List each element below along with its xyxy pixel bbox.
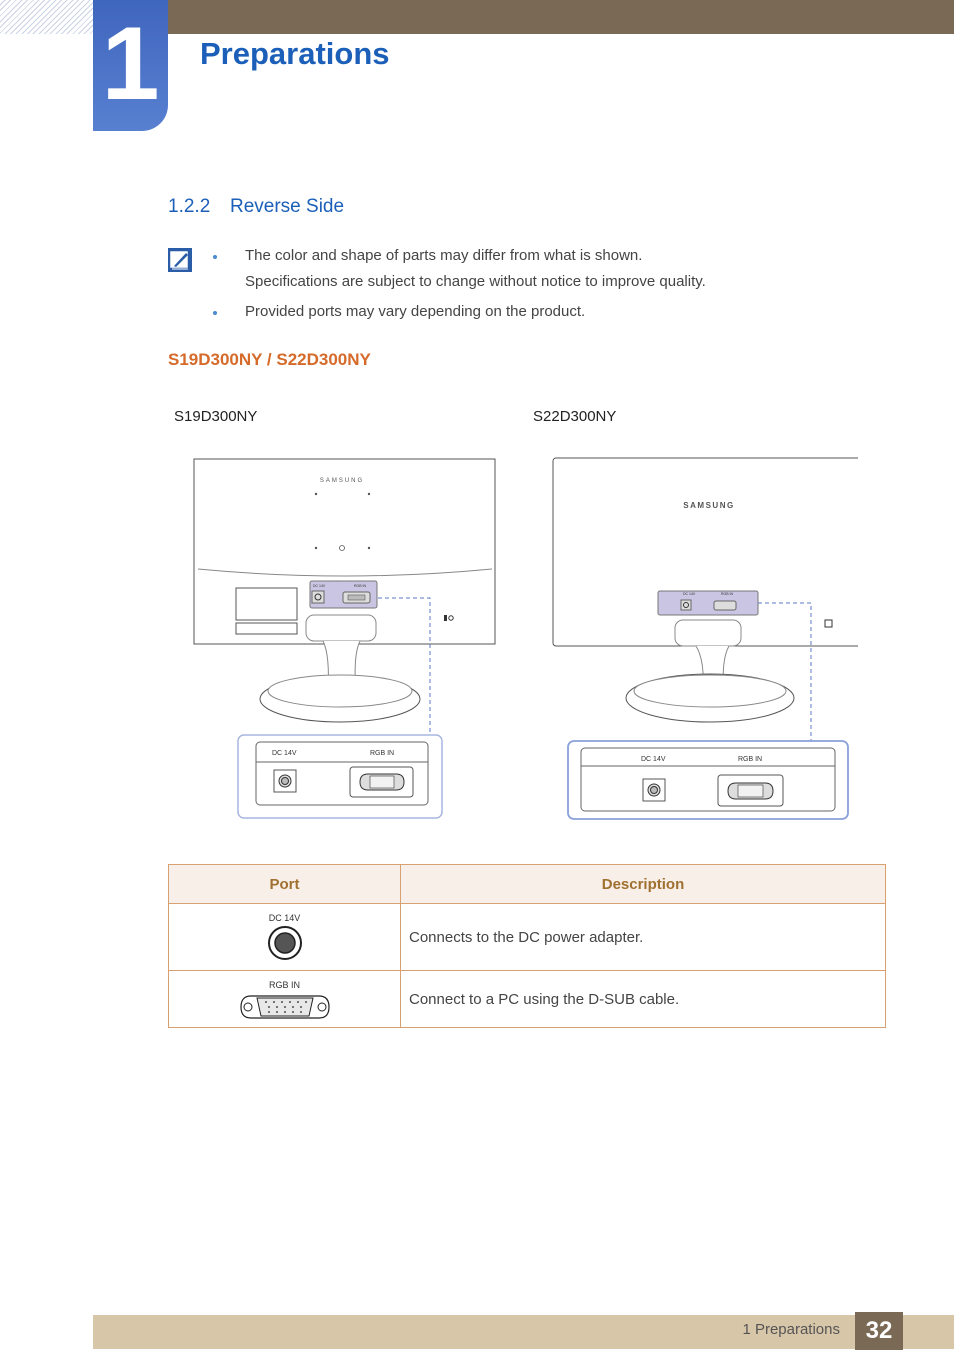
- note-text-1-continuation: Specifications are subject to change without notice to improve quality.: [245, 273, 706, 290]
- footer-chapter-link: 1 Preparations: [742, 1321, 840, 1338]
- svg-text:DC 14V: DC 14V: [641, 756, 666, 763]
- svg-text:RGB IN: RGB IN: [721, 592, 734, 596]
- svg-text:DC 14V: DC 14V: [313, 584, 326, 588]
- model-label-s22: S22D300NY: [533, 408, 617, 425]
- section-number: 1.2.2: [168, 196, 211, 217]
- svg-text:RGB IN: RGB IN: [354, 584, 367, 588]
- header-hatch: [0, 0, 93, 34]
- svg-text:DC 14V: DC 14V: [683, 592, 696, 596]
- note-icon: [168, 248, 192, 272]
- table-header-port: Port: [169, 865, 401, 904]
- monitor-diagram-s22: [548, 455, 858, 825]
- model-label-s19: S19D300NY: [174, 408, 258, 425]
- model-subheading: S19D300NY / S22D300NY: [168, 350, 371, 369]
- svg-text:DC 14V: DC 14V: [272, 750, 297, 757]
- port-table: [168, 864, 886, 1028]
- brand-logo-s22: SAMSUNG: [683, 501, 735, 510]
- port-cell-rgb: [169, 971, 401, 1028]
- section-heading: [168, 196, 344, 218]
- table-row: [169, 971, 886, 1028]
- page-number: 32: [855, 1312, 903, 1350]
- dc-port-icon: [267, 925, 303, 961]
- svg-text:RGB IN: RGB IN: [370, 750, 395, 757]
- table-header-description: Description: [401, 865, 886, 904]
- table-row: [169, 904, 886, 971]
- port-cell-dc: [169, 904, 401, 971]
- chapter-number-tab: 1: [93, 0, 168, 131]
- note-text-2: Provided ports may vary depending on the product.: [245, 303, 586, 320]
- port-label-rgb: RGB IN: [268, 980, 300, 990]
- note-text-1: The color and shape of parts may differ from what is shown.: [245, 247, 643, 264]
- port-label-dc: DC 14V: [268, 913, 301, 923]
- description-cell-rgb: Connect to a PC using the D-SUB cable.: [401, 971, 886, 1028]
- monitor-diagram-s19: [190, 455, 510, 825]
- chapter-title: Preparations: [200, 36, 390, 71]
- description-cell-dc: Connects to the DC power adapter.: [401, 904, 886, 971]
- dsub-port-icon: [233, 992, 337, 1022]
- table-header-row: [169, 865, 886, 904]
- header-bar: [168, 0, 954, 34]
- svg-text:RGB IN: RGB IN: [738, 756, 763, 763]
- brand-logo-s19: SAMSUNG: [319, 478, 365, 484]
- section-title: Reverse Side: [230, 196, 345, 217]
